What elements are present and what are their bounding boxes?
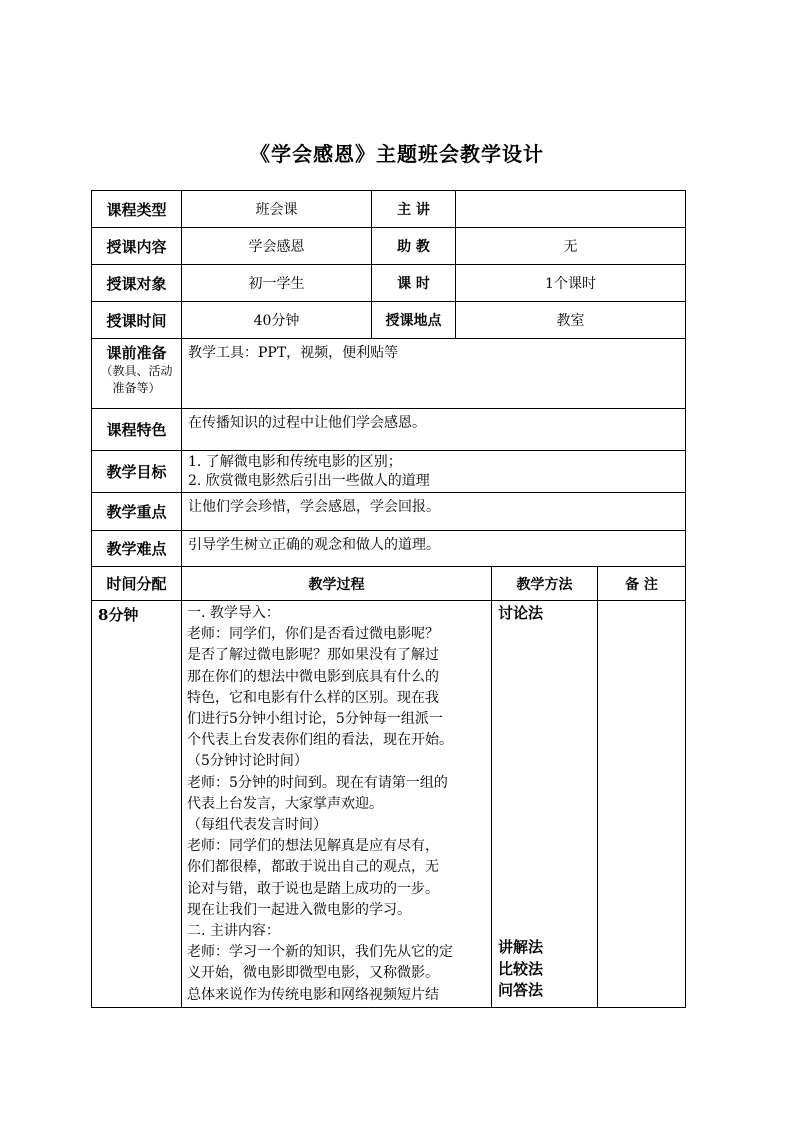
time-label: 授课时间 xyxy=(92,302,182,339)
lesson-plan-table xyxy=(91,190,686,1008)
prep-label: 课前准备 xyxy=(106,344,167,362)
method-item: 讨论法 xyxy=(498,604,544,622)
list-item: 1. 了解微电影和传统电影的区别； xyxy=(188,453,402,470)
lecturer-label: 主 讲 xyxy=(372,191,456,228)
assistant-value: 无 xyxy=(456,228,686,265)
process-line: 总体来说作为传统电影和网络视频短片结 xyxy=(187,986,439,1003)
process-line: 是否了解过微电影呢？那如果没有了解过 xyxy=(187,647,439,664)
method-item: 讲解法 xyxy=(498,938,544,956)
process-line: （5分钟讨论时间） xyxy=(187,753,308,770)
hours-value: 1个课时 xyxy=(456,265,686,302)
process-line: 老师：同学们的想法见解真是应有尽有， xyxy=(187,838,439,855)
method-item: 问答法 xyxy=(498,981,544,999)
table-row xyxy=(92,451,686,493)
process-line: 一. 教学导入： xyxy=(187,605,280,621)
page-title: 《学会感恩》主题班会教学设计 xyxy=(250,142,544,166)
table-row xyxy=(92,339,686,409)
table-row xyxy=(92,493,686,531)
process-line: 现在让我们一起进入微电影的学习。 xyxy=(187,901,411,918)
prep-sublabel: （教具、活动准备等） xyxy=(100,364,173,395)
difficulty-label: 教学难点 xyxy=(92,531,182,567)
focus-value: 让他们学会珍惜，学会感恩，学会回报。 xyxy=(182,493,686,531)
process-line: 特色，它和电影有什么样的区别。现在我 xyxy=(187,689,439,706)
goal-label: 教学目标 xyxy=(92,451,182,493)
process-content xyxy=(182,601,492,1008)
method-list xyxy=(498,937,543,1002)
hours-label: 课 时 xyxy=(372,265,456,302)
feature-value: 在传播知识的过程中让他们学会感恩。 xyxy=(182,409,686,451)
process-line: 论对与错，敢于说也是踏上成功的一步。 xyxy=(187,880,439,897)
course-type-value: 班会课 xyxy=(182,191,372,228)
header-time: 时间分配 xyxy=(92,567,182,601)
location-value: 教室 xyxy=(456,302,686,339)
table-row xyxy=(92,567,686,601)
process-line: 老师：5分钟的时间到。现在有请第一组的 xyxy=(187,774,448,791)
process-line: 老师：学习一个新的知识，我们先从它的定 xyxy=(187,944,453,961)
list-item: 2. 欣赏微电影然后引出一些做人的道理 xyxy=(188,472,430,489)
prep-value: 教学工具：PPT，视频，便利贴等 xyxy=(182,339,686,409)
lecturer-value xyxy=(456,191,686,228)
process-line: 你们都很棒，都敢于说出自己的观点，无 xyxy=(187,859,439,876)
time-value: 40分钟 xyxy=(182,302,372,339)
table-row xyxy=(92,191,686,228)
process-line: 们进行5分钟小组讨论，5分钟每一组派一 xyxy=(187,711,443,728)
table-row xyxy=(92,228,686,265)
table-row xyxy=(92,409,686,451)
assistant-label: 助 教 xyxy=(372,228,456,265)
course-type-label: 课程类型 xyxy=(92,191,182,228)
process-methods xyxy=(492,601,598,1008)
focus-label: 教学重点 xyxy=(92,493,182,531)
header-remarks: 备 注 xyxy=(598,567,686,601)
method-item: 比较法 xyxy=(498,959,544,978)
feature-label: 课程特色 xyxy=(92,409,182,451)
header-process: 教学过程 xyxy=(182,567,492,601)
location-label: 授课地点 xyxy=(372,302,456,339)
table-row xyxy=(92,601,686,1008)
process-line: （每组代表发言时间） xyxy=(187,817,327,834)
goal-value xyxy=(182,451,686,493)
audience-value: 初一学生 xyxy=(182,265,372,302)
process-remarks xyxy=(598,601,686,1008)
audience-label: 授课对象 xyxy=(92,265,182,302)
process-line: 义开始，微电影即微型电影，又称微影。 xyxy=(187,965,439,982)
process-time: 8分钟 xyxy=(92,601,182,1008)
content-label: 授课内容 xyxy=(92,228,182,265)
header-method: 教学方法 xyxy=(492,567,598,601)
table-row xyxy=(92,302,686,339)
table-row xyxy=(92,265,686,302)
table-row xyxy=(92,531,686,567)
process-line: 那在你们的想法中微电影到底具有什么的 xyxy=(187,668,439,685)
difficulty-value: 引导学生树立正确的观念和做人的道理。 xyxy=(182,531,686,567)
content-value: 学会感恩 xyxy=(182,228,372,265)
process-line: 老师：同学们，你们是否看过微电影呢？ xyxy=(187,626,439,643)
process-line: 二. 主讲内容： xyxy=(187,923,280,940)
prep-label-cell xyxy=(92,339,182,409)
process-line: 个代表上台发表你们组的看法，现在开始。 xyxy=(187,732,453,749)
process-line: 代表上台发言，大家掌声欢迎。 xyxy=(187,795,383,812)
